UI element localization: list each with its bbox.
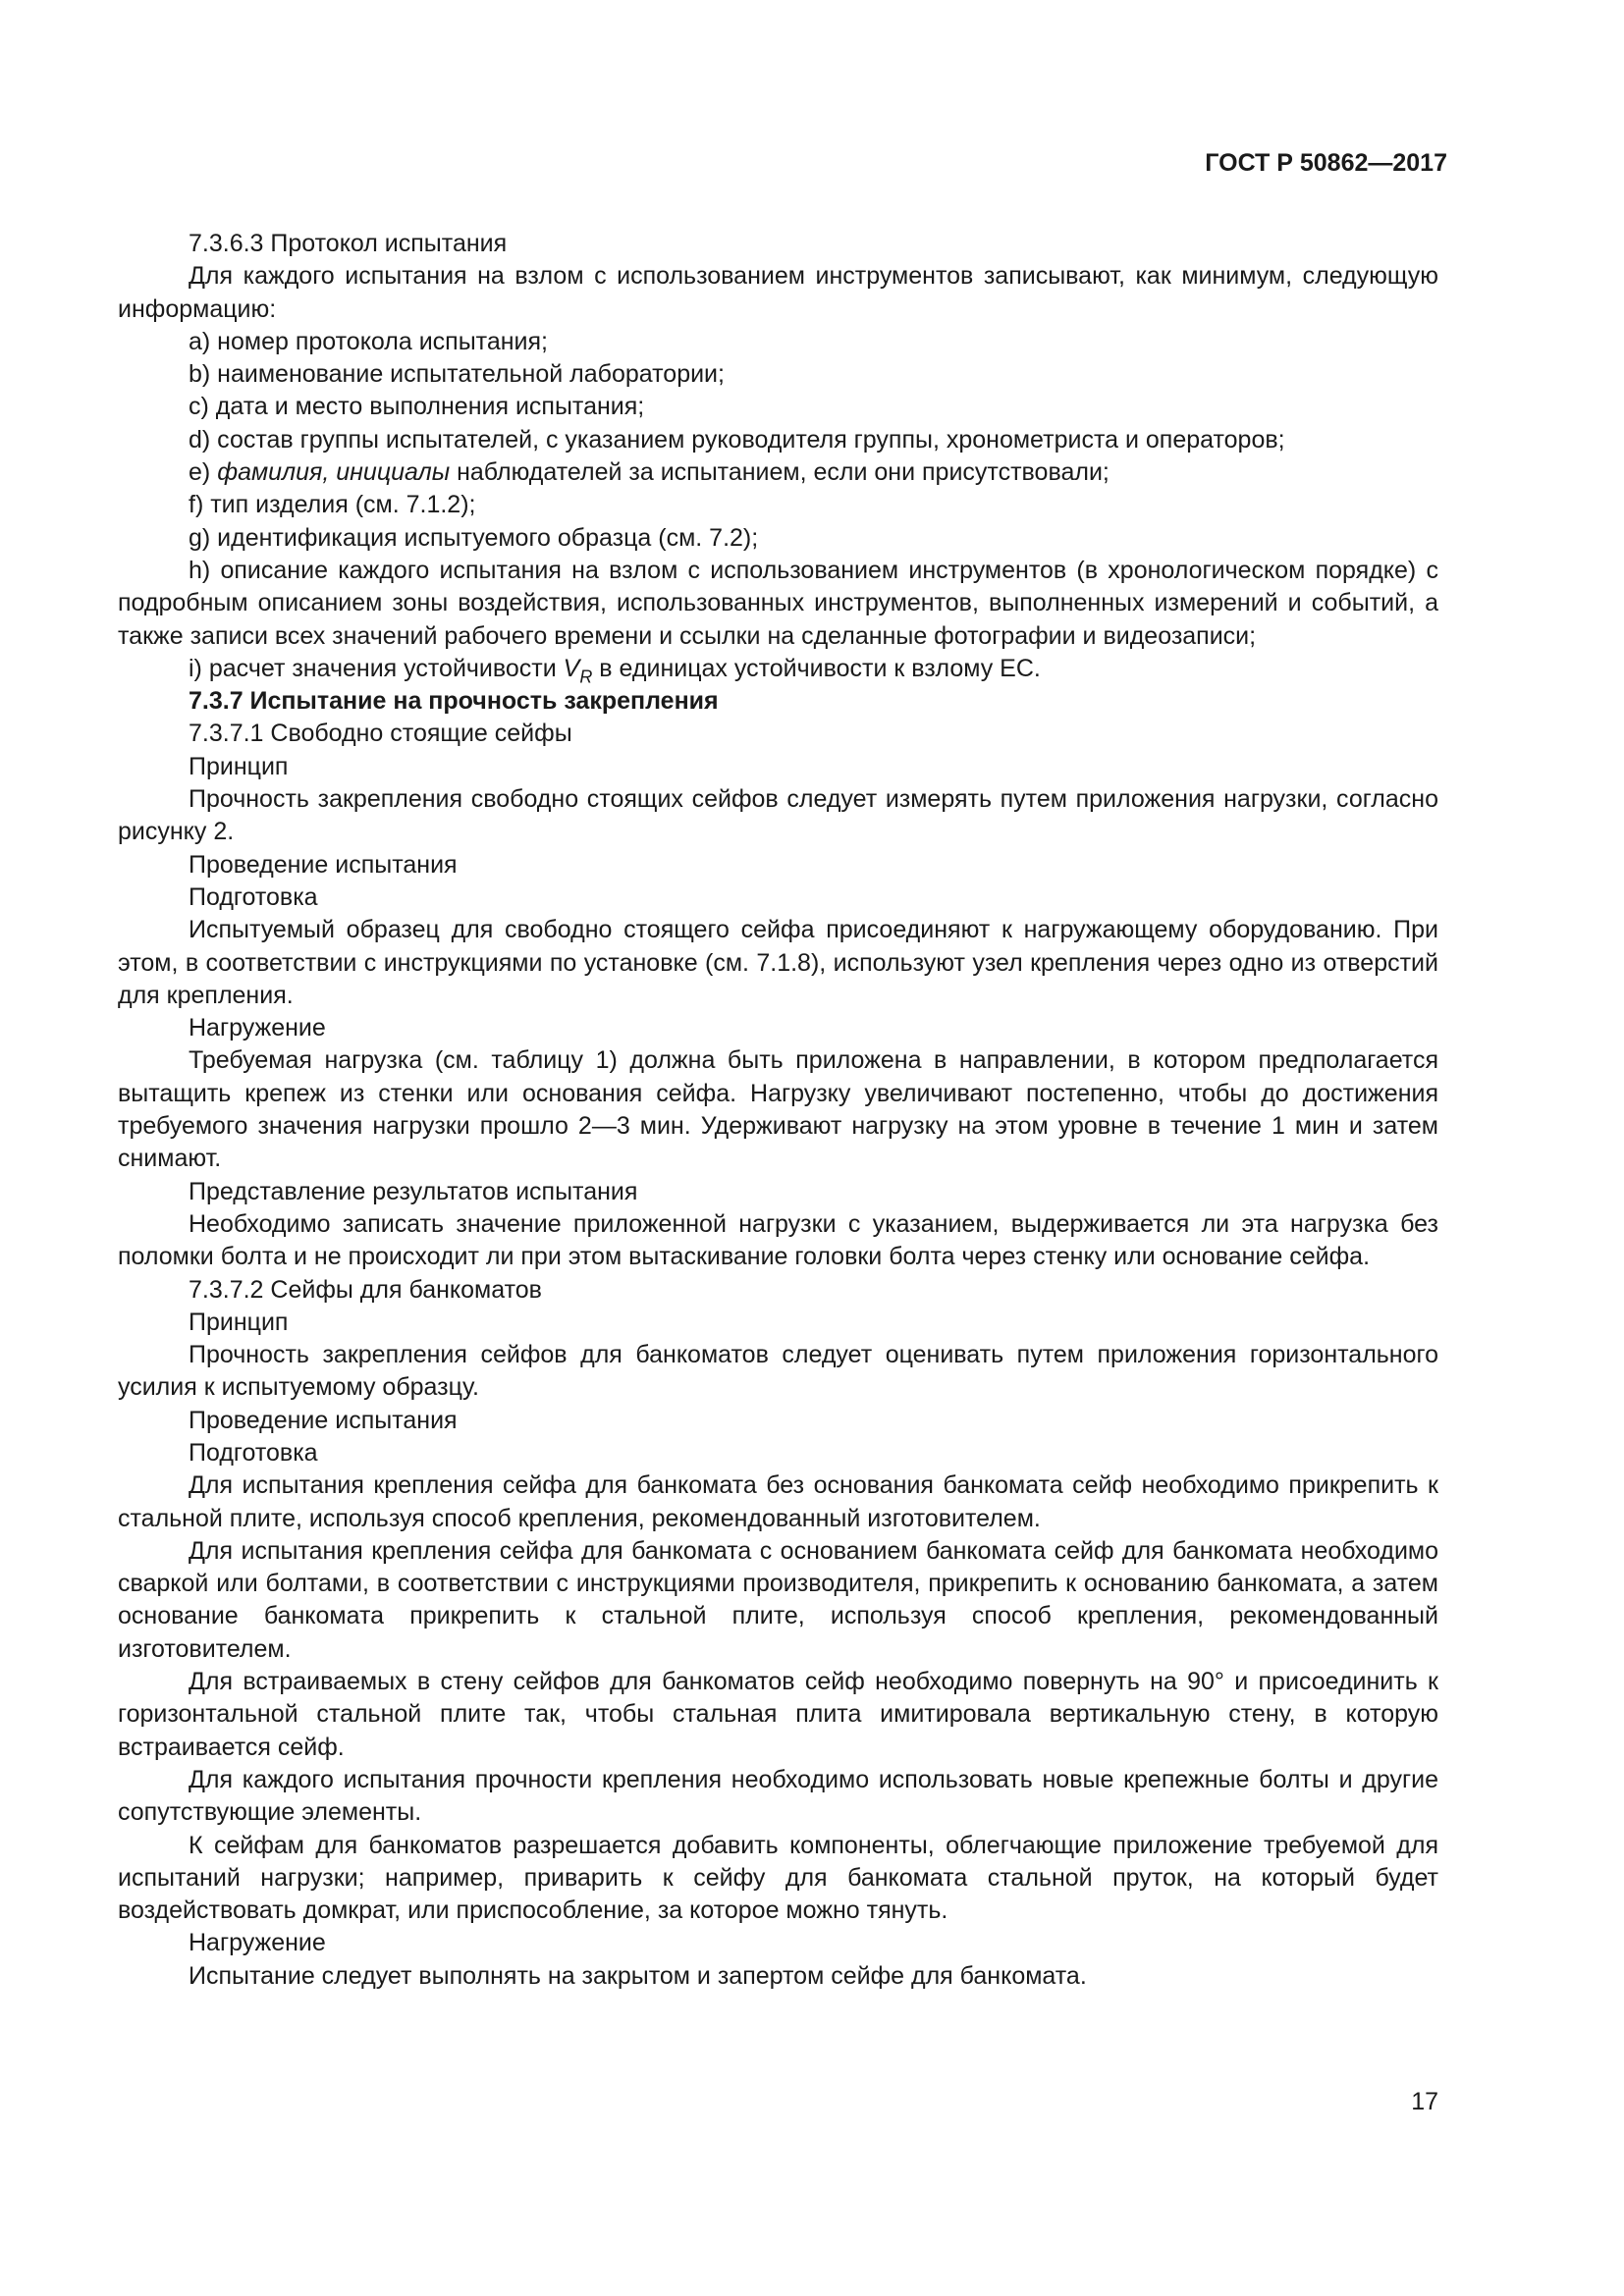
list-item: [118, 456, 1438, 489]
list-item: d) состав группы испытателей, с указанием руководителя группы, хронометриста и операторов;: [189, 425, 1285, 454]
paragraph: Требуемая нагрузка (см. таблицу 1) должна быть приложена в направлении, в котором предполагается вытащить крепеж из стенки или основания сейфа. Нагрузку увеличивают постепенно, чтобы до достижения требуемого значения нагрузки прошло 2—3 мин. Удерживают нагрузку на этом уровне в течение 1 мин и затем снимают.: [118, 1046, 1438, 1173]
list-item-rest: в единицах устойчивости к взлому ЕС.: [592, 654, 1041, 682]
list-item: g) идентификация испытуемого образца (см. 7.2);: [189, 523, 759, 552]
subheading: Проведение испытания: [189, 1406, 458, 1434]
paragraph: Для каждого испытания на взлом с использованием инструментов записывают, как минимум, следующую информацию:: [118, 262, 1438, 323]
paragraph: Прочность закрепления свободно стоящих сейфов следует измерять путем приложения нагрузки, согласно рисунку 2.: [118, 785, 1438, 846]
list-item: a) номер протокола испытания;: [189, 327, 549, 355]
section-7-3-6-3-title: 7.3.6.3 Протокол испытания: [189, 230, 508, 257]
italic-term: фамилия, инициалы: [217, 458, 451, 487]
section-7-3-7-2-title: 7.3.7.2 Сейфы для банкоматов: [189, 1275, 542, 1304]
paragraph: Для испытания крепления сейфа для банкомата без основания банкомата сейф необходимо прикрепить к стальной плите, используя способ крепления, рекомендованный изготовителем.: [118, 1471, 1438, 1532]
subheading: Представление результатов испытания: [189, 1177, 638, 1205]
document-code: ГОСТ Р 50862—2017: [1205, 149, 1447, 177]
list-item: f) тип изделия (см. 7.1.2);: [189, 491, 476, 519]
variable-v: V: [563, 654, 580, 682]
subheading: Нагружение: [189, 1014, 326, 1042]
paragraph: Испытуемый образец для свободно стоящего сейфа присоединяют к нагружающему оборудованию. При этом, в соответствии с инструкциями по установке (см. 7.1.8), используют узел крепления через одно из отверстий для крепления.: [118, 916, 1438, 1009]
list-item-prefix: i) расчет значения устойчивости: [189, 654, 564, 682]
paragraph: Прочность закрепления сейфов для банкоматов следует оценивать путем приложения горизонтального усилия к испытуемому образцу.: [118, 1341, 1438, 1402]
list-item: b) наименование испытательной лаборатории;: [189, 360, 725, 389]
subheading: Подготовка: [189, 882, 318, 911]
paragraph: Для каждого испытания прочности крепления необходимо использовать новые крепежные болты и другие сопутствующие элементы.: [118, 1765, 1438, 1827]
paragraph: К сейфам для банкоматов разрешается добавить компоненты, облегчающие приложение требуемой для испытаний нагрузки; например, приварить к сейфу для банкомата стальной пруток, на который будет воздействовать домкрат, или приспособление, за которое можно тянуть.: [118, 1831, 1438, 1925]
subheading: Проведение испытания: [189, 850, 458, 879]
subheading: Нагружение: [189, 1929, 326, 1957]
list-item-rest: наблюдателей за испытанием, если они присутствовали;: [450, 458, 1110, 487]
variable-subscript: R: [579, 667, 593, 687]
list-item: [118, 653, 1438, 685]
subheading: Принцип: [189, 1308, 289, 1336]
list-item-prefix: e): [189, 458, 218, 487]
page-number: 17: [1411, 2088, 1438, 2115]
subheading: Принцип: [189, 752, 289, 780]
paragraph: Для встраиваемых в стену сейфов для банкоматов сейф необходимо повернуть на 90° и присоединить к горизонтальной стальной плите так, чтобы стальная плита имитировала вертикальную стену, в которую встраивается сейф.: [118, 1668, 1438, 1761]
paragraph: Испытание следует выполнять на закрытом и запертом сейфе для банкомата.: [189, 1961, 1087, 1990]
section-7-3-7-title: 7.3.7 Испытание на прочность закрепления: [189, 687, 719, 716]
subheading: Подготовка: [189, 1438, 318, 1467]
list-item: c) дата и место выполнения испытания;: [189, 393, 645, 421]
document-body: [118, 228, 1438, 1993]
paragraph: Необходимо записать значение приложенной нагрузки с указанием, выдерживается ли эта нагрузка без поломки болта и не происходит ли при этом вытаскивание головки болта через стенку или основание сейфа.: [118, 1209, 1438, 1271]
section-7-3-7-1-title: 7.3.7.1 Свободно стоящие сейфы: [189, 720, 572, 748]
paragraph: Для испытания крепления сейфа для банкомата с основанием банкомата сейф для банкомата необходимо сваркой или болтами, в соответствии с инструкциями производителя, прикрепить к основанию банкомата, а затем основание банкомата прикрепить к стальной плите, используя способ крепления, рекомендованный изготовителем.: [118, 1536, 1438, 1663]
list-item: h) описание каждого испытания на взлом с использованием инструментов (в хронологическом порядке) с подробным описанием зоны воздействия, использованных инструментов, выполненных измерений и событий, а также записи всех значений рабочего времени и ссылки на сделанные фотографии и видеозаписи;: [118, 556, 1438, 650]
